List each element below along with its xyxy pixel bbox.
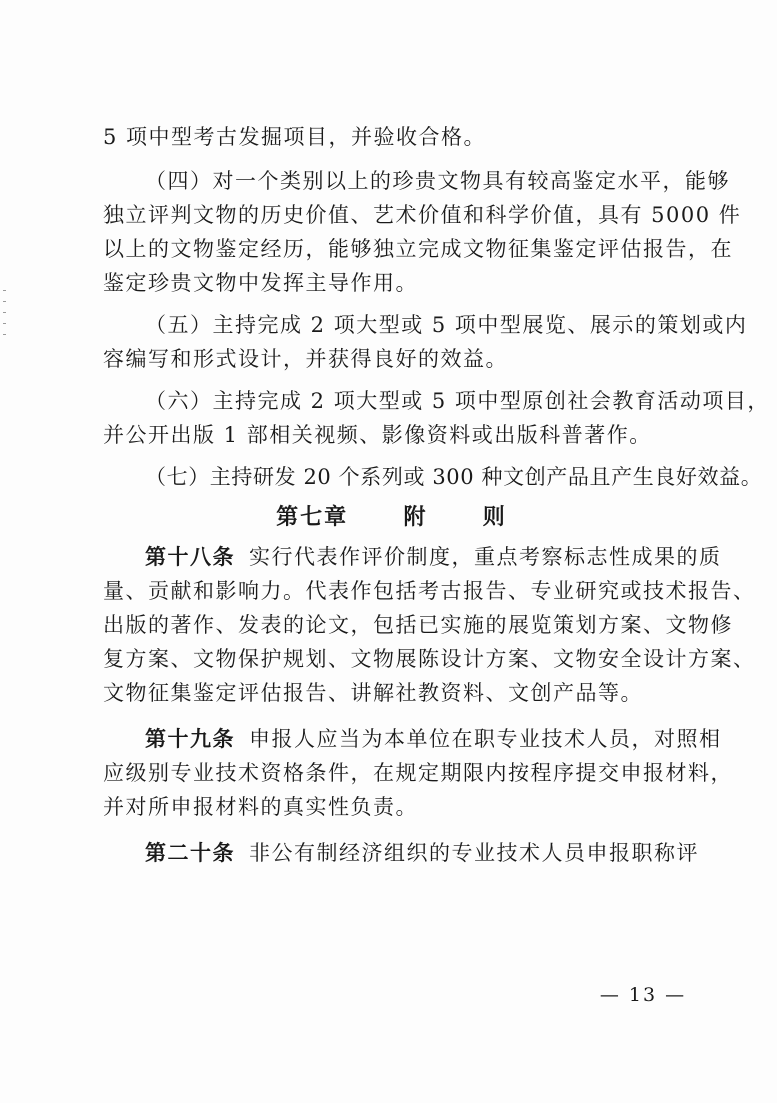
paragraph-line: （七）主持研发 20 个系列或 300 种文创产品且产生良好效益。: [145, 465, 763, 489]
paragraph-line: 量、贡献和影响力。代表作包括考古报告、专业研究或技术报告、: [103, 579, 756, 603]
document-body: [103, 120, 770, 870]
paragraph-line: 并对所申报材料的真实性负责。: [103, 795, 418, 819]
paragraph-line: 5 项中型考古发掘项目，并验收合格。: [103, 125, 487, 149]
article-text: 非公有制经济组织的专业技术人员申报职称评: [249, 841, 699, 865]
chapter-heading: 第七章 附 则: [276, 505, 507, 530]
article-text: 申报人应当为本单位在职专业技术人员，对照相: [249, 727, 722, 751]
scan-edge-marks: [3, 290, 7, 360]
article-label: 第二十条: [145, 841, 235, 865]
paragraph-line: （六）主持完成 2 项大型或 5 项中型原创社会教育活动项目，: [145, 389, 770, 413]
paragraph-line: 文物征集鉴定评估报告、讲解社教资料、文创产品等。: [103, 681, 643, 705]
paragraph-line: 独立评判文物的历史价值、艺术价值和科学价值，具有 5000 件: [103, 203, 742, 227]
article-first-line: [103, 540, 722, 574]
paragraph-line: 鉴定珍贵文物中发挥主导作用。: [103, 271, 418, 295]
article-first-line: [103, 722, 722, 756]
paragraph-line: 容编写和形式设计，并获得良好的效益。: [103, 347, 508, 371]
article-label: 第十九条: [145, 727, 235, 751]
paragraph-line: 复方案、文物保护规划、文物展陈设计方案、文物安全设计方案、: [103, 647, 756, 671]
paragraph-line: 以上的文物鉴定经历，能够独立完成文物征集鉴定评估报告，在: [103, 237, 733, 261]
paragraph-line: （五）主持完成 2 项大型或 5 项中型展览、展示的策划或内: [145, 313, 748, 337]
paragraph-line: 出版的著作、发表的论文，包括已实施的展览策划方案、文物修: [103, 613, 733, 637]
article-label: 第十八条: [145, 545, 235, 569]
page-number: — 13 —: [599, 984, 687, 1006]
article-text: 实行代表作评价制度，重点考察标志性成果的质: [249, 545, 722, 569]
paragraph-line: （四）对一个类别以上的珍贵文物具有较高鉴定水平，能够: [145, 169, 730, 193]
paragraph-line: 并公开出版 1 部相关视频、影像资料或出版科普著作。: [103, 423, 652, 447]
article-first-line: [103, 836, 699, 870]
paragraph-line: 应级别专业技术资格条件，在规定期限内按程序提交申报材料，: [103, 761, 733, 785]
